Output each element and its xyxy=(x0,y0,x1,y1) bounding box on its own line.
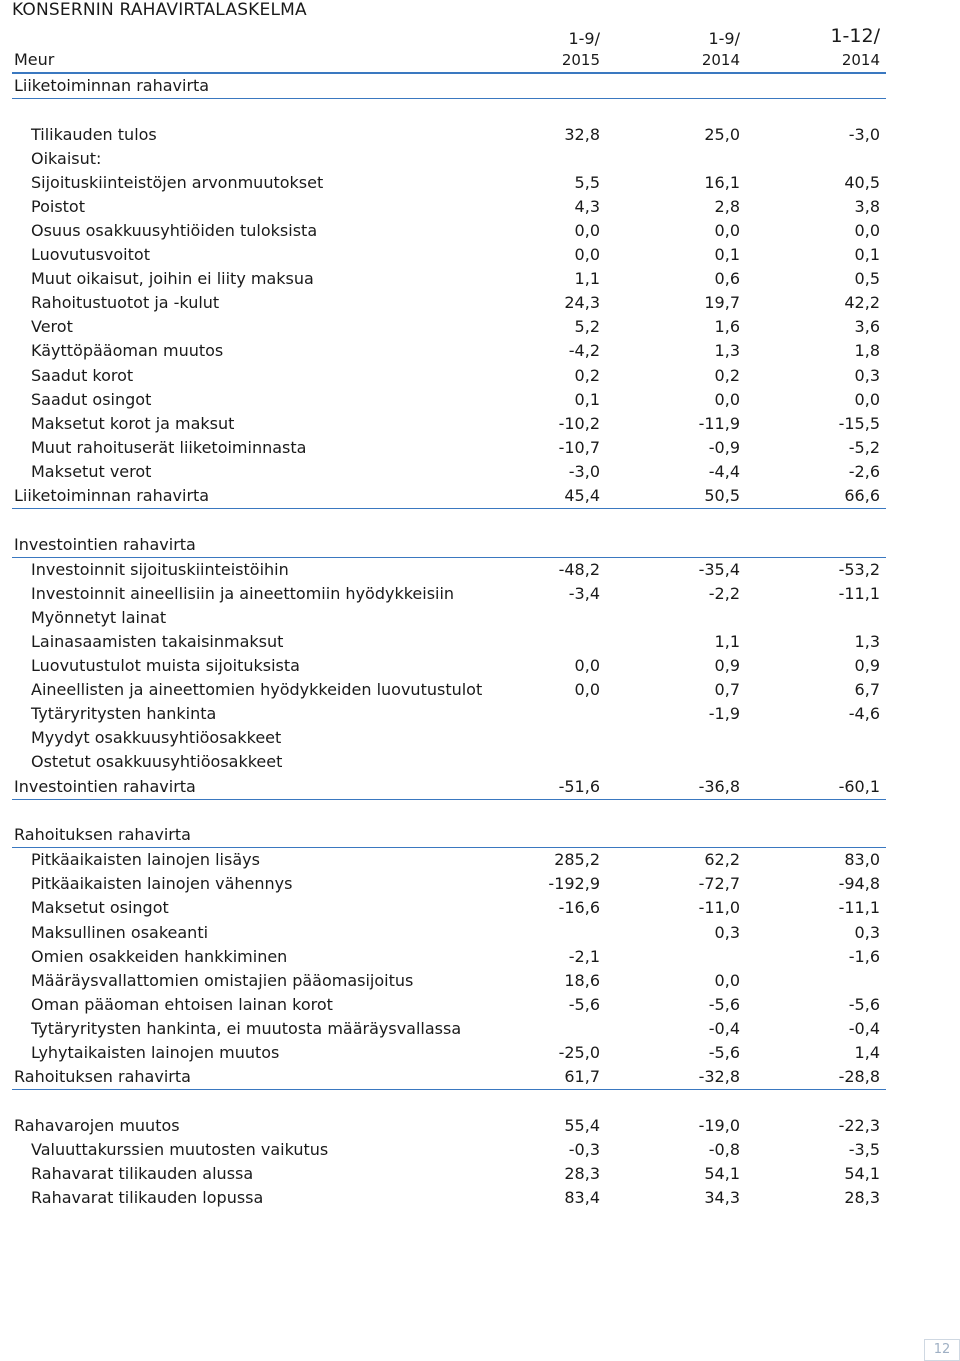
row-value-col1: 4,3 xyxy=(574,196,600,216)
row-value-col3: -11,1 xyxy=(838,898,880,918)
row-value-col2: -72,7 xyxy=(698,874,740,894)
row-label: Maksetut verot xyxy=(31,461,152,481)
row-value-col2: 1,1 xyxy=(714,631,740,651)
row-value-col3: 6,7 xyxy=(854,680,880,700)
row-label: Maksetut osingot xyxy=(31,898,169,918)
row-value-col1: 55,4 xyxy=(564,1115,600,1135)
row-label: Poistot xyxy=(31,196,85,216)
row-value-col2: -32,8 xyxy=(698,1067,740,1087)
row-value-col3: -2,6 xyxy=(848,461,880,481)
row-value-col1: -3,4 xyxy=(568,583,600,603)
row-value-col3: 28,3 xyxy=(844,1187,880,1207)
row-value-col3: -94,8 xyxy=(838,874,880,894)
row-value-col1: 0,0 xyxy=(574,656,600,676)
row-value-col2: 19,7 xyxy=(704,293,740,313)
table-row xyxy=(12,678,886,702)
row-value-col1: -51,6 xyxy=(558,776,600,796)
row-value-col3: 0,5 xyxy=(854,269,880,289)
table-row xyxy=(12,582,886,606)
row-label: Saadut korot xyxy=(31,365,134,385)
row-value-col1: 285,2 xyxy=(554,850,600,870)
table-body xyxy=(12,74,886,1210)
table-row-section xyxy=(12,74,886,99)
row-value-col2: -11,9 xyxy=(698,413,740,433)
row-value-col3: 1,4 xyxy=(854,1042,880,1062)
table-row xyxy=(12,123,886,147)
row-label: Myydyt osakkuusyhtiöosakkeet xyxy=(31,728,282,748)
row-value-col1: 5,5 xyxy=(574,172,600,192)
col1-period: 1-9/ xyxy=(568,29,600,48)
table-row xyxy=(12,1162,886,1186)
table-row-total xyxy=(12,484,886,509)
row-value-col3: -11,1 xyxy=(838,583,880,603)
row-value-col3: 0,3 xyxy=(854,365,880,385)
row-value-col3: 83,0 xyxy=(844,850,880,870)
row-label: Rahoituksen rahavirta xyxy=(14,825,191,845)
table-row xyxy=(12,921,886,945)
row-value-col1: 0,2 xyxy=(574,365,600,385)
table-row-section xyxy=(12,823,886,848)
table-row xyxy=(12,315,886,339)
row-label: Määräysvallattomien omistajien pääomasijoitus xyxy=(31,970,414,990)
table-row xyxy=(12,872,886,896)
row-label: Pitkäaikaisten lainojen lisäys xyxy=(31,850,260,870)
table-row xyxy=(12,630,886,654)
row-label: Investoinnit aineellisiin ja aineettomiin hyödykkeisiin xyxy=(31,583,455,603)
row-value-col3: 0,9 xyxy=(854,656,880,676)
row-label: Rahoituksen rahavirta xyxy=(14,1067,191,1087)
row-value-col2: -1,9 xyxy=(708,704,740,724)
table-row xyxy=(12,339,886,363)
table-row xyxy=(12,726,886,750)
row-value-col3: 0,3 xyxy=(854,922,880,942)
table-row xyxy=(12,147,886,171)
row-value-col2: 0,3 xyxy=(714,922,740,942)
row-value-col1: -0,3 xyxy=(568,1139,600,1159)
row-value-col2: 0,1 xyxy=(714,245,740,265)
row-value-col1: -2,1 xyxy=(568,946,600,966)
row-value-col1: -10,2 xyxy=(558,413,600,433)
table-row xyxy=(12,1090,886,1114)
row-label: Tilikauden tulos xyxy=(31,124,157,144)
row-label: Tytäryritysten hankinta, ei muutosta määräysvallassa xyxy=(31,1018,462,1038)
table-row xyxy=(12,1114,886,1138)
row-label: Sijoituskiinteistöjen arvonmuutokset xyxy=(31,172,324,192)
table-row xyxy=(12,99,886,123)
row-label: Ostetut osakkuusyhtiöosakkeet xyxy=(31,752,283,772)
row-value-col1: 28,3 xyxy=(564,1163,600,1183)
table-row xyxy=(12,969,886,993)
row-value-col3: 0,0 xyxy=(854,389,880,409)
row-value-col2: -4,4 xyxy=(708,461,740,481)
row-value-col2: -0,4 xyxy=(708,1018,740,1038)
row-label: Oman pääoman ehtoisen lainan korot xyxy=(31,994,333,1014)
row-value-col2: 16,1 xyxy=(704,172,740,192)
table-row xyxy=(12,1041,886,1065)
row-value-col1: 83,4 xyxy=(564,1187,600,1207)
row-value-col2: 0,6 xyxy=(714,269,740,289)
table-row xyxy=(12,1138,886,1162)
row-value-col3: -3,0 xyxy=(848,124,880,144)
table-row xyxy=(12,243,886,267)
row-value-col1: 0,0 xyxy=(574,680,600,700)
table-row xyxy=(12,388,886,412)
row-label: Liiketoiminnan rahavirta xyxy=(14,486,210,505)
row-value-col2: 0,2 xyxy=(714,365,740,385)
row-value-col2: -2,2 xyxy=(708,583,740,603)
row-label: Rahavarat tilikauden alussa xyxy=(31,1163,254,1183)
row-label: Saadut osingot xyxy=(31,389,152,409)
row-label: Verot xyxy=(31,317,73,337)
row-label: Valuuttakurssien muutosten vaikutus xyxy=(31,1139,329,1159)
unit-label: Meur xyxy=(14,50,55,69)
page-title: KONSERNIN RAHAVIRTALASKELMA xyxy=(12,0,307,20)
row-value-col1: 0,1 xyxy=(574,389,600,409)
row-value-col3: 42,2 xyxy=(844,293,880,313)
table-row xyxy=(12,219,886,243)
row-value-col1: 18,6 xyxy=(564,970,600,990)
row-value-col2: -19,0 xyxy=(698,1115,740,1135)
row-value-col1: -16,6 xyxy=(558,898,600,918)
row-label: Pitkäaikaisten lainojen vähennys xyxy=(31,874,293,894)
row-value-col2: -0,8 xyxy=(708,1139,740,1159)
row-label: Investointien rahavirta xyxy=(14,776,196,796)
row-value-col2: 54,1 xyxy=(704,1163,740,1183)
row-value-col3: 3,8 xyxy=(854,196,880,216)
row-value-col1: 32,8 xyxy=(564,124,600,144)
row-label: Liiketoiminnan rahavirta xyxy=(14,76,210,95)
row-label: Oikaisut: xyxy=(31,148,102,168)
col2-year: 2014 xyxy=(701,51,740,69)
row-value-col2: 1,3 xyxy=(714,341,740,361)
row-value-col1: -25,0 xyxy=(558,1042,600,1062)
table-row xyxy=(12,654,886,678)
table-row-total xyxy=(12,775,886,800)
row-label: Luovutusvoitot xyxy=(31,245,150,265)
row-value-col2: 0,0 xyxy=(714,220,740,240)
row-value-col2: -5,6 xyxy=(708,1042,740,1062)
row-value-col2: -5,6 xyxy=(708,994,740,1014)
row-value-col2: 1,6 xyxy=(714,317,740,337)
row-value-col3: 0,1 xyxy=(854,245,880,265)
row-value-col3: 66,6 xyxy=(844,486,880,505)
row-label: Muut oikaisut, joihin ei liity maksua xyxy=(31,269,314,289)
row-value-col3: -28,8 xyxy=(838,1067,880,1087)
table-row xyxy=(12,993,886,1017)
row-label: Rahavarojen muutos xyxy=(14,1115,180,1135)
row-value-col1: -48,2 xyxy=(558,559,600,579)
cash-flow-table xyxy=(12,24,886,1210)
col2-period: 1-9/ xyxy=(708,29,740,48)
col3-year: 2014 xyxy=(841,51,880,69)
row-label: Aineellisten ja aineettomien hyödykkeiden luovutustulot xyxy=(31,680,483,700)
row-label: Investointien rahavirta xyxy=(14,534,196,554)
row-value-col3: 3,6 xyxy=(854,317,880,337)
row-value-col2: 2,8 xyxy=(714,196,740,216)
table-row xyxy=(12,848,886,872)
table-row xyxy=(12,896,886,920)
table-row xyxy=(12,558,886,582)
table-row xyxy=(12,436,886,460)
row-value-col3: -4,6 xyxy=(848,704,880,724)
row-value-col2: -0,9 xyxy=(708,437,740,457)
col1-year: 2015 xyxy=(561,51,600,69)
row-value-col3: -53,2 xyxy=(838,559,880,579)
table-row xyxy=(12,702,886,726)
row-value-col2: 0,9 xyxy=(714,656,740,676)
row-label: Käyttöpääoman muutos xyxy=(31,341,224,361)
row-label: Maksetut korot ja maksut xyxy=(31,413,235,433)
row-label: Myönnetyt lainat xyxy=(31,607,167,627)
table-row xyxy=(12,1017,886,1041)
table-row xyxy=(12,460,886,484)
col3-period: 1-12/ xyxy=(830,25,880,47)
row-value-col3: -1,6 xyxy=(848,946,880,966)
row-value-col1: 45,4 xyxy=(564,486,600,505)
row-value-col1: 0,0 xyxy=(574,245,600,265)
row-value-col3: 40,5 xyxy=(844,172,880,192)
row-value-col1: -5,6 xyxy=(568,994,600,1014)
row-value-col3: -5,2 xyxy=(848,437,880,457)
row-label: Lainasaamisten takaisinmaksut xyxy=(31,631,284,651)
row-label: Osuus osakkuusyhtiöiden tuloksista xyxy=(31,220,318,240)
row-value-col1: 0,0 xyxy=(574,220,600,240)
row-value-col3: -5,6 xyxy=(848,994,880,1014)
table-row xyxy=(12,412,886,436)
row-value-col2: 0,0 xyxy=(714,970,740,990)
row-value-col1: -10,7 xyxy=(558,437,600,457)
row-label: Investoinnit sijoituskiinteistöihin xyxy=(31,559,289,579)
page-number: 12 xyxy=(924,1339,960,1361)
table-row-section xyxy=(12,533,886,558)
row-label: Rahoitustuotot ja -kulut xyxy=(31,293,220,313)
row-label: Muut rahoituserät liiketoiminnasta xyxy=(31,437,307,457)
row-label: Maksullinen osakeanti xyxy=(31,922,209,942)
row-value-col1: 24,3 xyxy=(564,293,600,313)
row-label: Omien osakkeiden hankkiminen xyxy=(31,946,288,966)
row-value-col2: -11,0 xyxy=(698,898,740,918)
row-value-col3: -22,3 xyxy=(838,1115,880,1135)
row-value-col3: -60,1 xyxy=(838,776,880,796)
row-value-col2: 34,3 xyxy=(704,1187,740,1207)
table-row xyxy=(12,291,886,315)
table-row-total xyxy=(12,1065,886,1090)
table-row xyxy=(12,267,886,291)
table-row xyxy=(12,364,886,388)
row-value-col3: 54,1 xyxy=(844,1163,880,1183)
table-row xyxy=(12,509,886,533)
row-value-col2: 0,0 xyxy=(714,389,740,409)
row-label: Lyhytaikaisten lainojen muutos xyxy=(31,1042,280,1062)
row-value-col1: -3,0 xyxy=(568,461,600,481)
row-value-col1: 1,1 xyxy=(574,269,600,289)
table-row xyxy=(12,606,886,630)
row-label: Luovutustulot muista sijoituksista xyxy=(31,656,300,676)
row-value-col3: -15,5 xyxy=(838,413,880,433)
table-header xyxy=(12,24,886,74)
row-value-col1: 5,2 xyxy=(574,317,600,337)
row-value-col1: 61,7 xyxy=(564,1067,600,1087)
row-value-col2: 50,5 xyxy=(704,486,740,505)
table-row xyxy=(12,800,886,824)
row-value-col1: -4,2 xyxy=(568,341,600,361)
row-value-col3: 1,3 xyxy=(854,631,880,651)
table-row xyxy=(12,195,886,219)
row-value-col2: 25,0 xyxy=(704,124,740,144)
row-label: Tytäryritysten hankinta xyxy=(31,704,217,724)
row-value-col2: 62,2 xyxy=(704,850,740,870)
table-row xyxy=(12,945,886,969)
row-value-col3: 0,0 xyxy=(854,220,880,240)
row-value-col2: 0,7 xyxy=(714,680,740,700)
row-value-col3: -0,4 xyxy=(848,1018,880,1038)
row-value-col3: 1,8 xyxy=(854,341,880,361)
table-row xyxy=(12,1186,886,1210)
table-row xyxy=(12,171,886,195)
row-value-col2: -36,8 xyxy=(698,776,740,796)
table-row xyxy=(12,750,886,774)
row-value-col2: -35,4 xyxy=(698,559,740,579)
row-value-col3: -3,5 xyxy=(848,1139,880,1159)
row-value-col1: -192,9 xyxy=(548,874,600,894)
row-label: Rahavarat tilikauden lopussa xyxy=(31,1187,264,1207)
